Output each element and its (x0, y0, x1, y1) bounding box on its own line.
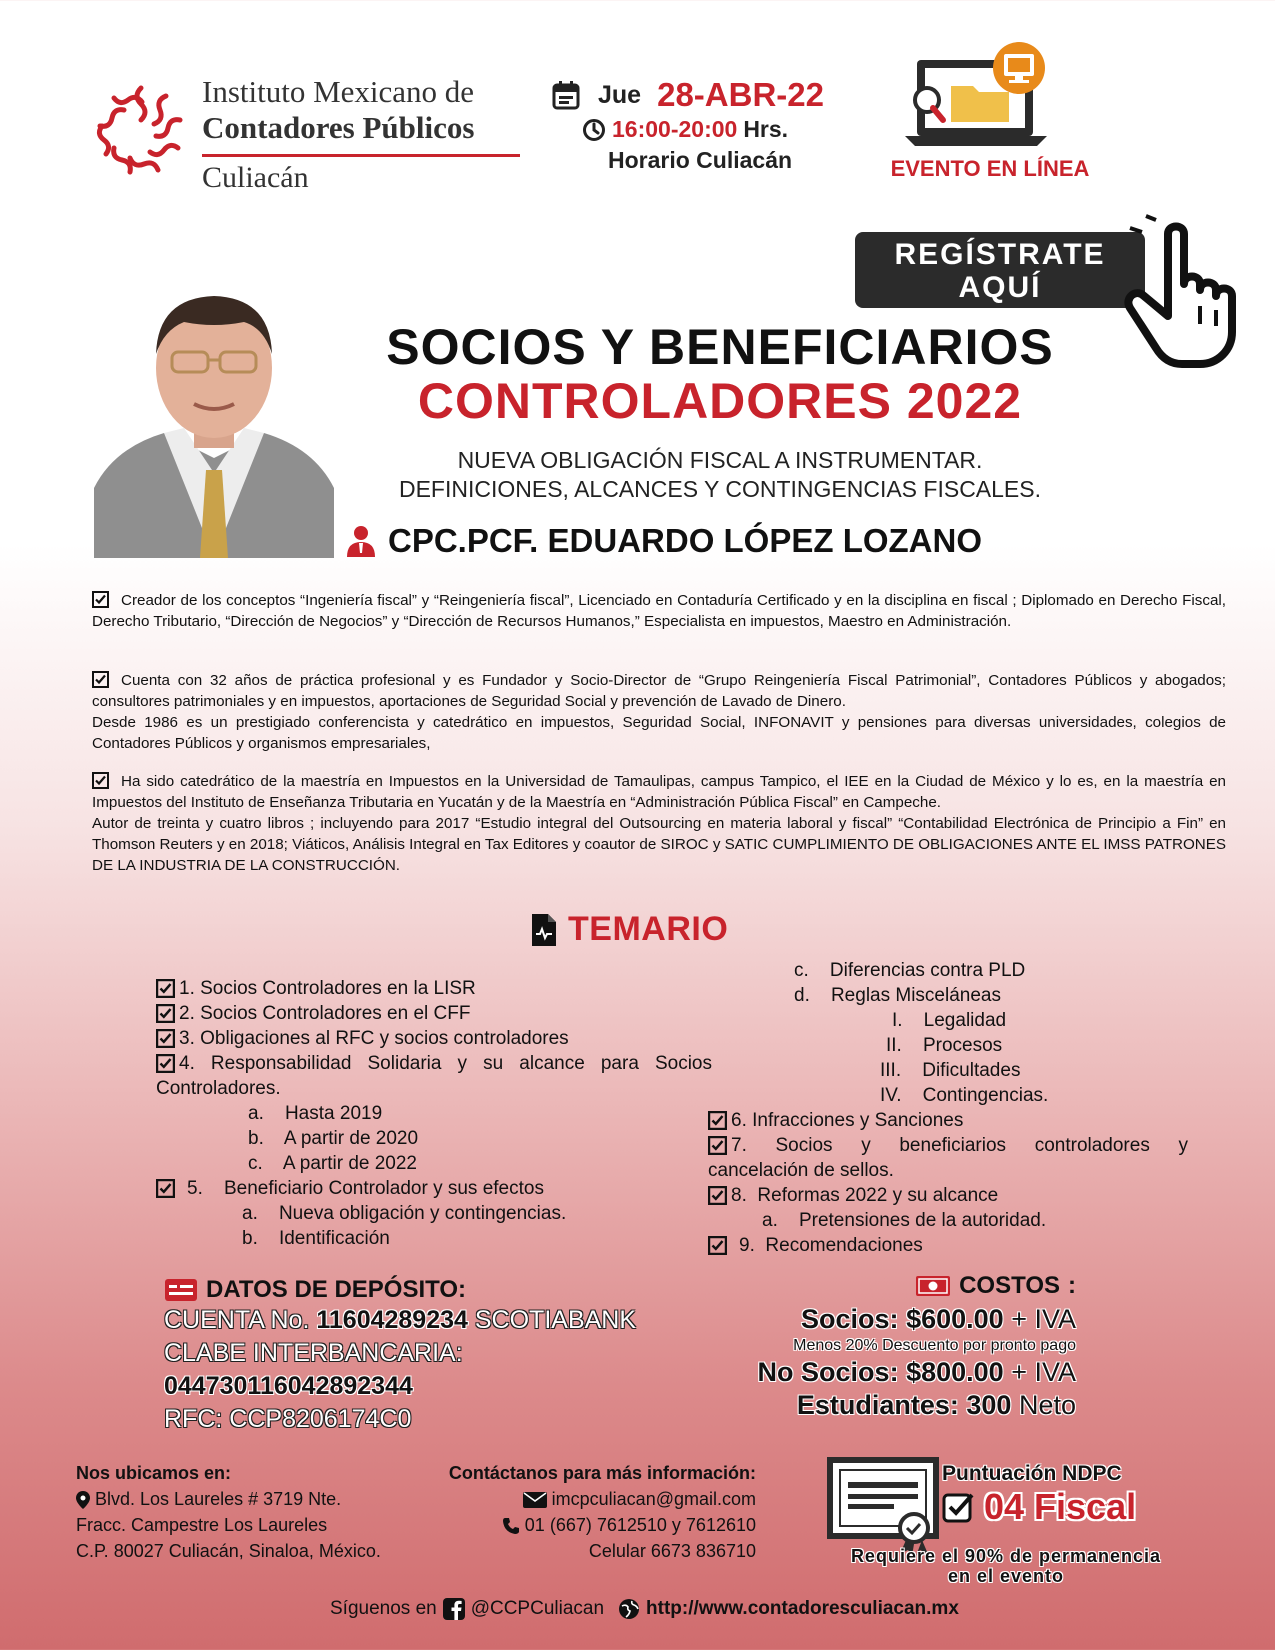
list-subitem: III. Dificultades (880, 1060, 1021, 1081)
bio-text: Ha sido catedrático de la maestría en Impuestos en la Universidad de Tamaulipas, campus Tampico, el IEE en la Ciudad de México y lo es, en la maestría en Impuestos del Instituto de Enseñanza Tributaria en Yucatán y de la Maestría en “Administración Pública Fiscal” en Campeche. (92, 773, 1226, 811)
list-subitem: IV. Contingencias. (880, 1085, 1049, 1106)
register-label-line1: REGÍSTRATE (894, 238, 1106, 271)
bio-paragraph-2 (92, 670, 1226, 754)
list-item-text: 5. Beneficiario Controlador y sus efectos (187, 1178, 544, 1199)
list-item (156, 1051, 712, 1076)
list-item-text: 8. Reformas 2022 y su alcance (731, 1185, 999, 1206)
location-info (76, 1460, 436, 1564)
institute-city: Culiacán (202, 161, 309, 194)
iva-label: + IVA (1011, 1304, 1076, 1334)
temario-right-column (708, 958, 1188, 1258)
event-subtitle-line1: NUEVA OBLIGACIÓN FISCAL A INSTRUMENTAR. (457, 447, 983, 473)
website-link[interactable]: http://www.contadoresculiacan.mx (646, 1598, 959, 1619)
checkbox-icon (708, 1111, 727, 1130)
students-suffix: Neto (1018, 1390, 1076, 1420)
checkbox-icon (156, 979, 175, 998)
social-prefix: Síguenos en (330, 1598, 437, 1619)
students-label: Estudiantes: (796, 1390, 959, 1420)
list-item-text: cancelación de sellos. (708, 1160, 894, 1181)
bio-text: Creador de los conceptos “Ingeniería fiscal” y “Reingeniería fiscal”, Licenciado en Contaduría Certificado y en la disciplina en fiscal ; Diplomado en Derecho Fiscal, Derecho Tributario, “Dirección de Negocios” y “Dirección de Recursos Humanos,” Especialista en impuestos, Maestro en Administración. (92, 592, 1226, 630)
list-subitem: a. Nueva obligación y contingencias. (242, 1203, 567, 1224)
phone-icon (502, 1517, 520, 1535)
money-icon (915, 1274, 951, 1298)
event-title-line1: SOCIOS Y BENEFICIARIOS (386, 319, 1054, 375)
list-item-text: 7. Socios y beneficiarios controladores y (731, 1135, 1188, 1156)
checkbox-icon (156, 1004, 175, 1023)
bio-paragraph-1 (92, 590, 1226, 632)
nosocios-price: $800.00 (906, 1357, 1004, 1387)
bio-paragraph-3 (92, 771, 1226, 876)
clock-icon (582, 118, 606, 142)
facebook-handle[interactable]: @CCPCuliacan (470, 1598, 605, 1619)
speaker-photo (94, 258, 334, 558)
deposit-info (164, 1276, 684, 1436)
social-links (330, 1598, 1030, 1620)
list-item (708, 1108, 1188, 1133)
checkbox-icon (708, 1136, 727, 1155)
list-item-text: 6. Infracciones y Sanciones (731, 1110, 964, 1131)
institute-name-line2: Contadores Públicos (202, 110, 475, 145)
checkbox-icon (942, 1489, 978, 1525)
event-type-label: EVENTO EN LÍNEA (890, 156, 1090, 181)
contact-phone: 01 (667) 7612510 y 7612610 (524, 1515, 756, 1535)
clabe-label: CLABE INTERBANCARIA: (164, 1339, 463, 1367)
ndpc-points-value: 04 Fiscal (984, 1486, 1137, 1527)
temario-heading (530, 910, 728, 949)
checkbox-icon (708, 1236, 727, 1255)
register-label-line2: AQUÍ (958, 271, 1042, 304)
list-subitem: b. A partir de 2020 (248, 1128, 419, 1149)
contact-cell: Celular 6673 836710 (588, 1541, 756, 1561)
speaker-name: CPC.PCF. EDUARDO LÓPEZ LOZANO (388, 522, 983, 559)
account-label: CUENTA No. (164, 1306, 310, 1334)
event-timezone: Horario Culiacán (608, 147, 793, 173)
students-price: 300 (966, 1390, 1012, 1420)
contact-title: Contáctanos para más información: (448, 1463, 756, 1483)
facebook-icon (443, 1598, 465, 1620)
list-subitem: I. Legalidad (892, 1010, 1007, 1031)
document-icon (530, 912, 558, 948)
checkbox-icon (708, 1186, 727, 1205)
event-subtitle (320, 446, 1120, 504)
permanence-line1: Requiere el 90% de permanencia (850, 1546, 1162, 1566)
temario-left-column (156, 976, 712, 1251)
bio-text: Autor de treinta y cuatro libros ; incluyendo para 2017 “Estudio integral del Outsourcing en materia laboral y fiscal” “Contabilidad Electrónica de Principio a Fin” en Thomson Reuters y en 2018; Viáticos, Análisis Integral en Tax Editores y coautor de SIROC y SATIC CUMPLIMIENTO DE OBLIGACIONES ANTE EL IMSS PATRONES DE LA INDUSTRIA DE LA CONSTRUCCIÓN. (92, 815, 1226, 874)
costs-title: COSTOS (959, 1272, 1060, 1299)
nosocios-label: No Socios: (757, 1357, 899, 1387)
bio-text: Cuenta con 32 años de práctica profesional y es Fundador y Socio-Director de “Grupo Reingeniería Fiscal Patrimonial”, Contadores Públicos y abogados; consultores patrimoniales y en impuestos, aportaciones de Seguridad Social y prevención de Lavado de Dinero. (92, 672, 1226, 710)
list-subitem: a. Pretensiones de la autoridad. (762, 1210, 1047, 1231)
list-item (156, 1001, 712, 1026)
list-item-text: Controladores. (156, 1078, 281, 1099)
list-item (156, 1026, 712, 1051)
list-item-text: 2. Socios Controladores en el CFF (179, 1003, 471, 1024)
contact-info (436, 1460, 756, 1564)
bio-text: Desde 1986 es un prestigiado conferencista y catedrático en impuestos, Seguridad Social, INFONAVIT y pensiones para diversas universidades, colegios de Contadores Públicos y organismos empresariales, (92, 714, 1226, 752)
account-number: 11604289234 (316, 1306, 468, 1334)
list-item (708, 1133, 1188, 1158)
address-line1: Blvd. Los Laureles # 3719 Nte. (95, 1489, 342, 1509)
list-item (156, 1176, 712, 1201)
event-date: 28-ABR-22 (657, 76, 824, 113)
ndpc-title: Puntuación NDPC (942, 1462, 1122, 1485)
checkbox-icon (92, 671, 109, 688)
permanence-line2: en el evento (947, 1566, 1065, 1586)
list-item-text: 4. Responsabilidad Solidaria y su alcance para Socios (179, 1053, 712, 1074)
list-item (708, 1233, 1188, 1258)
location-title: Nos ubicamos en: (76, 1463, 232, 1483)
checkbox-icon (156, 1029, 175, 1048)
address-line3: C.P. 80027 Culiacán, Sinaloa, México. (76, 1541, 381, 1561)
list-subitem: II. Procesos (886, 1035, 1003, 1056)
checkbox-icon (92, 772, 109, 789)
globe-icon (618, 1598, 640, 1620)
list-item-text: 1. Socios Controladores en la LISR (179, 978, 476, 999)
temario-title: TEMARIO (568, 910, 729, 948)
costs-info: COSTOS : Socios: $600.00 + IVA Menos 20% Descuento por pronto pago No Socios: $800.00 + IVA Estudiantes: 300 Neto (676, 1272, 1076, 1422)
register-button[interactable] (855, 232, 1145, 308)
online-event-icon (905, 42, 1055, 152)
event-title-line2: CONTROLADORES 2022 (417, 373, 1023, 429)
socios-price: $600.00 (906, 1304, 1004, 1334)
checkbox-icon (156, 1054, 175, 1073)
ndpc-points (942, 1462, 1192, 1528)
list-item-text: 9. Recomendaciones (739, 1235, 923, 1256)
pointer-hand-icon (1122, 214, 1275, 374)
socios-label: Socios: (801, 1304, 899, 1334)
list-item (156, 976, 712, 1001)
list-subitem: a. Hasta 2019 (248, 1103, 383, 1124)
list-subitem: c. Diferencias contra PLD (794, 960, 1026, 981)
credit-card-icon (164, 1278, 198, 1302)
checkbox-icon (92, 591, 109, 608)
permanence-requirement (816, 1546, 1196, 1586)
list-item-text: 3. Obligaciones al RFC y socios controladores (179, 1028, 569, 1049)
calendar-icon (552, 80, 580, 110)
institute-name-line1: Instituto Mexicano de (202, 74, 475, 109)
list-subitem: d. Reglas Misceláneas (794, 985, 1001, 1006)
certificate-icon (826, 1456, 942, 1556)
list-item (708, 1183, 1188, 1208)
user-icon (346, 525, 376, 557)
address-line2: Fracc. Campestre Los Laureles (76, 1515, 328, 1535)
event-subtitle-line2: DEFINICIONES, ALCANCES Y CONTINGENCIAS FISCALES. (398, 476, 1042, 502)
institute-name (202, 74, 522, 195)
institute-divider (202, 154, 520, 157)
map-pin-icon (76, 1491, 90, 1509)
deposit-title: DATOS DE DEPÓSITO: (206, 1276, 467, 1303)
clabe-number: 044730116042892344 (164, 1372, 413, 1400)
list-subitem: b. Identificación (242, 1228, 390, 1249)
discount-note: Menos 20% Descuento por pronto pago (793, 1337, 1076, 1354)
bank-name: SCOTIABANK (474, 1306, 637, 1334)
rfc-value: CCP8206174C0 (229, 1405, 412, 1433)
event-time-suffix: Hrs. (743, 116, 789, 142)
speaker (346, 522, 1106, 560)
event-time: 16:00-20:00 (612, 116, 738, 142)
rfc-label: RFC: (164, 1405, 223, 1433)
list-subitem: c. A partir de 2022 (248, 1153, 417, 1174)
checkbox-icon (156, 1179, 175, 1198)
event-schedule (552, 76, 872, 174)
event-day: Jue (598, 80, 642, 109)
institute-logo-icon (86, 76, 196, 186)
envelope-icon (523, 1492, 547, 1508)
contact-email[interactable]: imcpculiacan@gmail.com (551, 1489, 756, 1509)
iva-label: + IVA (1011, 1357, 1076, 1387)
